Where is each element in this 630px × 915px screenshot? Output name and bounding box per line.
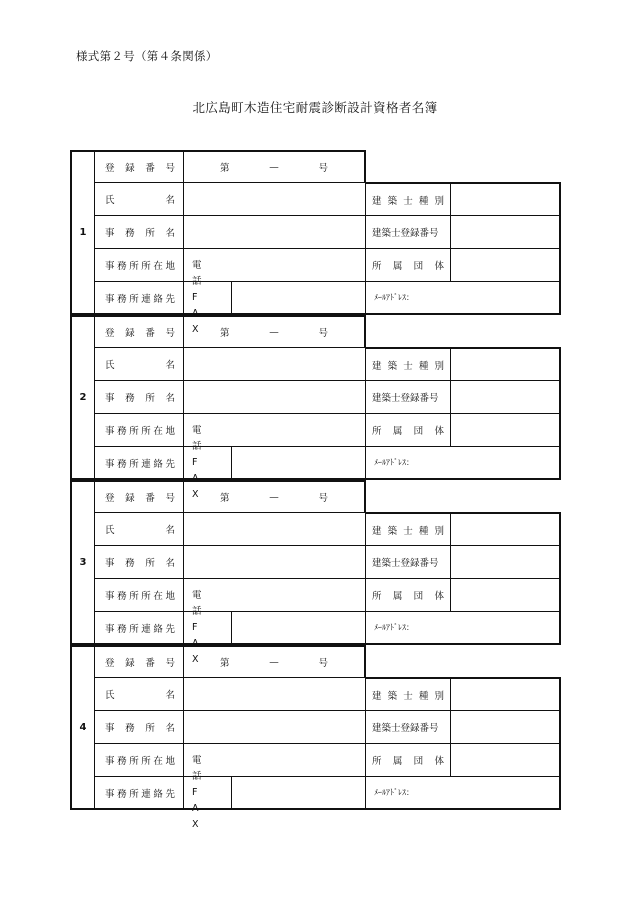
- registration-number-label: 登 録 番 号: [95, 480, 184, 513]
- architect-class-label: 建 築 士 種 別: [366, 677, 451, 711]
- reg-suffix: 号: [318, 163, 328, 174]
- office-address-label: 事 務 所 所 在 地: [95, 579, 184, 612]
- fax-label: F A X: [192, 456, 200, 500]
- architect-reg-no-label: 建築士登録番号: [366, 216, 451, 249]
- office-name-label: 事 務 所 名: [95, 711, 184, 744]
- architect-reg-no-field[interactable]: [451, 381, 561, 414]
- document-title: 北広島町木造住宅耐震診断設計資格者名簿: [192, 100, 438, 115]
- office-address-label: 事 務 所 所 在 地: [95, 414, 184, 447]
- affiliation-field[interactable]: [451, 579, 561, 612]
- entry-number: 2: [70, 315, 95, 480]
- office-name-label: 事 務 所 名: [95, 546, 184, 579]
- reg-prefix: 第: [220, 163, 230, 174]
- fax-label: F A X: [192, 621, 200, 665]
- email-field[interactable]: [366, 612, 561, 645]
- entry-number: 3: [70, 480, 95, 645]
- architect-reg-no-field[interactable]: [451, 546, 561, 579]
- reg-suffix: 号: [318, 328, 328, 339]
- architect-reg-no-label: 建築士登録番号: [366, 711, 451, 744]
- tel-fax-field[interactable]: [232, 612, 366, 645]
- tel-fax-label: [184, 424, 232, 500]
- architect-reg-no-field[interactable]: [451, 711, 561, 744]
- affiliation-field[interactable]: [451, 414, 561, 447]
- registration-number-label: 登 録 番 号: [95, 645, 184, 678]
- office-name-field[interactable]: [184, 216, 366, 249]
- name-field[interactable]: [184, 678, 366, 711]
- reg-dash: —: [269, 656, 279, 668]
- architect-class-field[interactable]: [451, 512, 561, 546]
- registry-entry: [70, 150, 561, 335]
- registration-number-value[interactable]: [184, 150, 366, 183]
- name-field[interactable]: [184, 513, 366, 546]
- office-name-label: 事 務 所 名: [95, 381, 184, 414]
- email-field[interactable]: [366, 282, 561, 315]
- reg-suffix: 号: [318, 493, 328, 504]
- name-label: 氏 名: [95, 348, 184, 381]
- office-name-label: 事 務 所 名: [95, 216, 184, 249]
- affiliation-label: 所 属 団 体: [366, 579, 451, 612]
- email-label: ﾒｰﾙｱﾄﾞﾚｽ：: [374, 788, 414, 797]
- affiliation-label: 所 属 団 体: [366, 249, 451, 282]
- entry-number: 4: [70, 645, 95, 810]
- tel-label: 電 話: [192, 754, 202, 782]
- reg-suffix: 号: [318, 658, 328, 669]
- reg-dash: —: [269, 491, 279, 503]
- email-label: ﾒｰﾙｱﾄﾞﾚｽ：: [374, 293, 414, 302]
- name-label: 氏 名: [95, 513, 184, 546]
- architect-class-field[interactable]: [451, 677, 561, 711]
- architect-class-field[interactable]: [451, 182, 561, 216]
- tel-fax-field[interactable]: [232, 777, 366, 810]
- architect-reg-no-label: 建築士登録番号: [366, 546, 451, 579]
- email-label: ﾒｰﾙｱﾄﾞﾚｽ：: [374, 623, 414, 632]
- affiliation-field[interactable]: [451, 744, 561, 777]
- office-name-field[interactable]: [184, 546, 366, 579]
- form-code: 様式第２号（第４条関係）: [76, 49, 218, 63]
- office-address-label: 事 務 所 所 在 地: [95, 744, 184, 777]
- affiliation-label: 所 属 団 体: [366, 414, 451, 447]
- registry-entry: [70, 645, 561, 830]
- registration-number-value[interactable]: [184, 315, 366, 348]
- name-field[interactable]: [184, 348, 366, 381]
- tel-label: 電 話: [192, 589, 202, 617]
- tel-fax-label: [184, 259, 232, 335]
- tel-fax-label: [184, 589, 232, 665]
- office-contact-label: 事 務 所 連 絡 先: [95, 447, 184, 480]
- name-label: 氏 名: [95, 183, 184, 216]
- reg-prefix: 第: [220, 658, 230, 669]
- registration-number-value[interactable]: [184, 645, 366, 678]
- fax-label: F A X: [192, 291, 200, 335]
- office-contact-label: 事 務 所 連 絡 先: [95, 777, 184, 810]
- registration-number-label: 登 録 番 号: [95, 315, 184, 348]
- architect-class-field[interactable]: [451, 347, 561, 381]
- reg-dash: —: [269, 326, 279, 338]
- tel-label: 電 話: [192, 259, 202, 287]
- registration-number-label: 登 録 番 号: [95, 150, 184, 183]
- office-contact-label: 事 務 所 連 絡 先: [95, 612, 184, 645]
- entry-number: 1: [70, 150, 95, 315]
- email-label: ﾒｰﾙｱﾄﾞﾚｽ：: [374, 458, 414, 467]
- affiliation-field[interactable]: [451, 249, 561, 282]
- fax-label: F A X: [192, 786, 200, 830]
- reg-dash: —: [269, 161, 279, 173]
- tel-label: 電 話: [192, 424, 202, 452]
- reg-prefix: 第: [220, 328, 230, 339]
- office-address-label: 事 務 所 所 在 地: [95, 249, 184, 282]
- registry-entry: [70, 315, 561, 500]
- registration-number-value[interactable]: [184, 480, 366, 513]
- office-name-field[interactable]: [184, 711, 366, 744]
- tel-fax-field[interactable]: [232, 447, 366, 480]
- architect-reg-no-label: 建築士登録番号: [366, 381, 451, 414]
- architect-class-label: 建 築 士 種 別: [366, 347, 451, 381]
- tel-fax-field[interactable]: [232, 282, 366, 315]
- email-field[interactable]: [366, 447, 561, 480]
- architect-class-label: 建 築 士 種 別: [366, 512, 451, 546]
- registry-entry: [70, 480, 561, 665]
- email-field[interactable]: [366, 777, 561, 810]
- office-contact-label: 事 務 所 連 絡 先: [95, 282, 184, 315]
- reg-prefix: 第: [220, 493, 230, 504]
- architect-reg-no-field[interactable]: [451, 216, 561, 249]
- name-field[interactable]: [184, 183, 366, 216]
- name-label: 氏 名: [95, 678, 184, 711]
- tel-fax-label: [184, 754, 232, 830]
- affiliation-label: 所 属 団 体: [366, 744, 451, 777]
- office-name-field[interactable]: [184, 381, 366, 414]
- architect-class-label: 建 築 士 種 別: [366, 182, 451, 216]
